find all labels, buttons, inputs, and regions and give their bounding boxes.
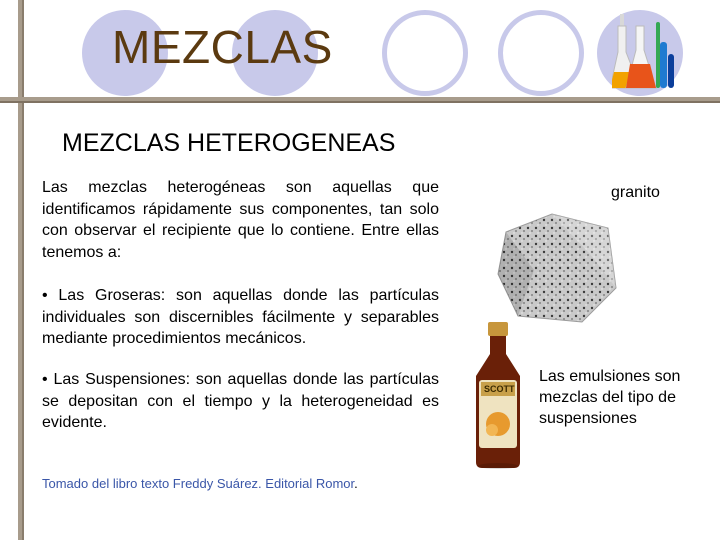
intro-paragraph: Las mezclas heterogéneas son aquellas que identificamos rápidamente sus componentes, tan solo con observar el recipiente que lo contiene. Entre ellas tenemos a: [42,179,439,261]
deco-circle-3 [382,10,468,96]
source-credit-period: . [354,476,358,491]
groseras-paragraph: • Las Groseras: son aquellas donde las partículas individuales son discernibles fácilmente y separables mediante procedimientos mecánicos. [42,287,439,347]
source-credit-text: Tomado del libro texto Freddy Suárez. Editorial Romor [42,476,355,491]
granite-rock-image [494,210,620,326]
granite-label: granito [611,184,660,201]
suspensiones-paragraph: • Las Suspensiones: son aquellas donde las partículas se depositan con el tiempo y la heterogeneidad es evidente. [42,371,439,431]
section-subtitle: MEZCLAS HETEROGENEAS [62,129,396,157]
scott-bottle-image [470,320,526,470]
source-credit [42,476,358,491]
emulsion-label: Las emulsiones son mezclas del tipo de suspensiones [539,368,681,427]
left-rule-inner [22,0,24,540]
top-rule-inner [0,101,720,103]
flasks-icon [612,12,678,92]
bottle-brand: SCOTT [484,384,515,394]
page-title: MEZCLAS [112,21,333,73]
deco-circle-4 [498,10,584,96]
